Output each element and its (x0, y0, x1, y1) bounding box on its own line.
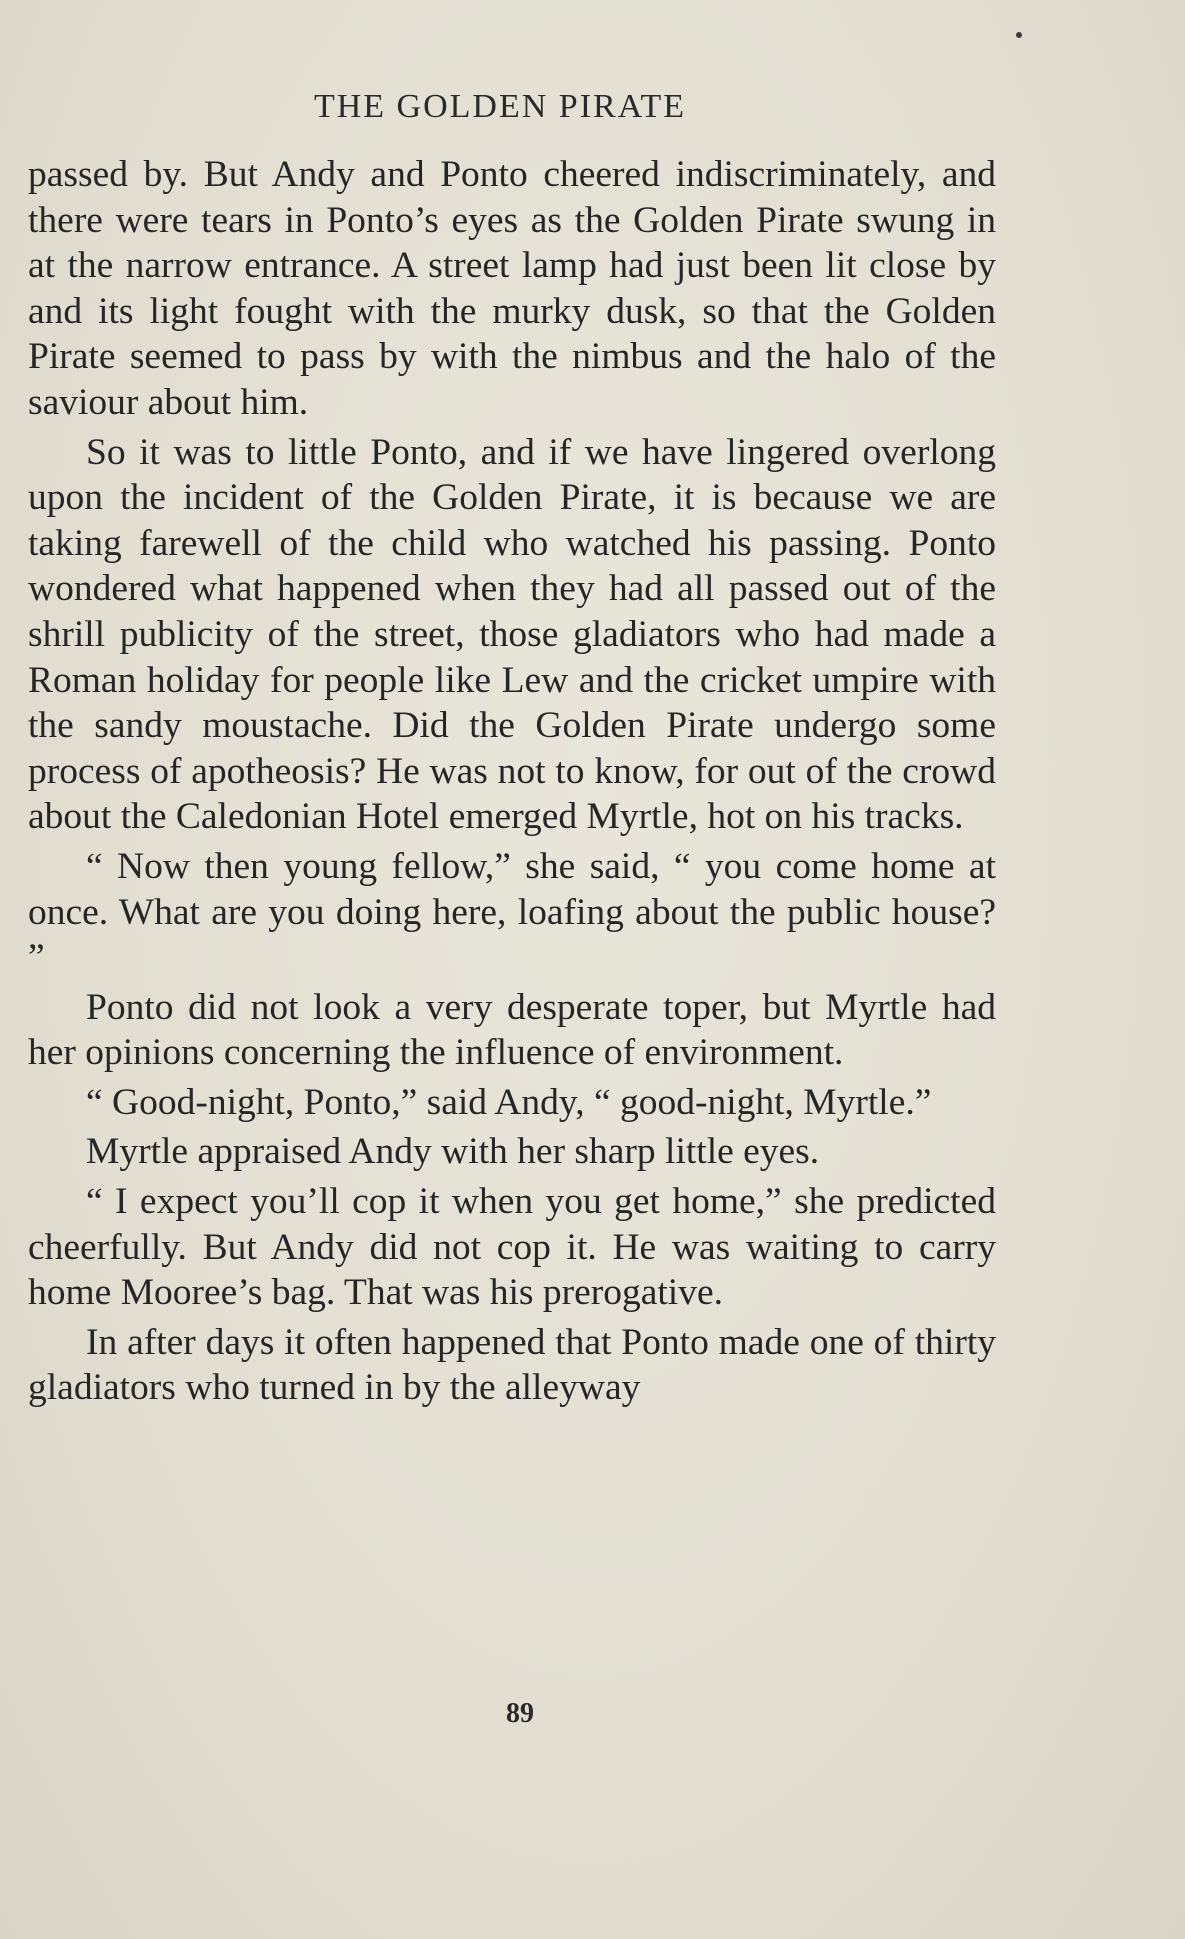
page-number: 89 (506, 1698, 534, 1729)
paragraph: “ I expect you’ll cop it when you get home,” she predicted cheerfully. But Andy did not cop it. He was waiting to carry home Mooree’s bag. That was his prerogative. (28, 1181, 996, 1314)
running-head: THE GOLDEN PIRATE (313, 88, 687, 125)
ink-speck (1016, 32, 1022, 38)
body-text (28, 152, 996, 1415)
paragraph: In after days it often happened that Ponto made one of thirty gladiators who turned in by the alleyway (28, 1321, 996, 1409)
paragraph: So it was to little Ponto, and if we have lingered overlong upon the incident of the Golden Pirate, it is because we are taking farewell of the child who watched his passing. Ponto wondered what happened when they had all passed out of the shrill publicity of the street, those gladiators who had made a Roman holiday for people like Lew and the cricket umpire with the sandy moustache. Did the Golden Pirate undergo some process of apotheosis? He was not to know, for out of the crowd about the Caledonian Hotel emerged Myrtle, hot on his tracks. (28, 431, 996, 838)
paragraph: Ponto did not look a very desperate toper, but Myrtle had her opinions concerning the influence of environment. (28, 986, 996, 1074)
paragraph: Myrtle appraised Andy with her sharp little eyes. (86, 1131, 820, 1173)
paragraph-continued: passed by. But Andy and Ponto cheered indiscriminately, and there were tears in Ponto’s eyes as the Golden Pirate swung in at the narrow entrance. A street lamp had just been lit close by and its light fought with the murky dusk, so that the Golden Pirate seemed to pass by with the nimbus and the halo of the saviour about him. (28, 154, 996, 423)
paragraph: “ Now then young fellow,” she said, “ you come home at once. What are you doing here, loafing about the public house? ” (28, 845, 996, 979)
paragraph: “ Good-night, Ponto,” said Andy, “ good-night, Myrtle.” (86, 1081, 932, 1123)
